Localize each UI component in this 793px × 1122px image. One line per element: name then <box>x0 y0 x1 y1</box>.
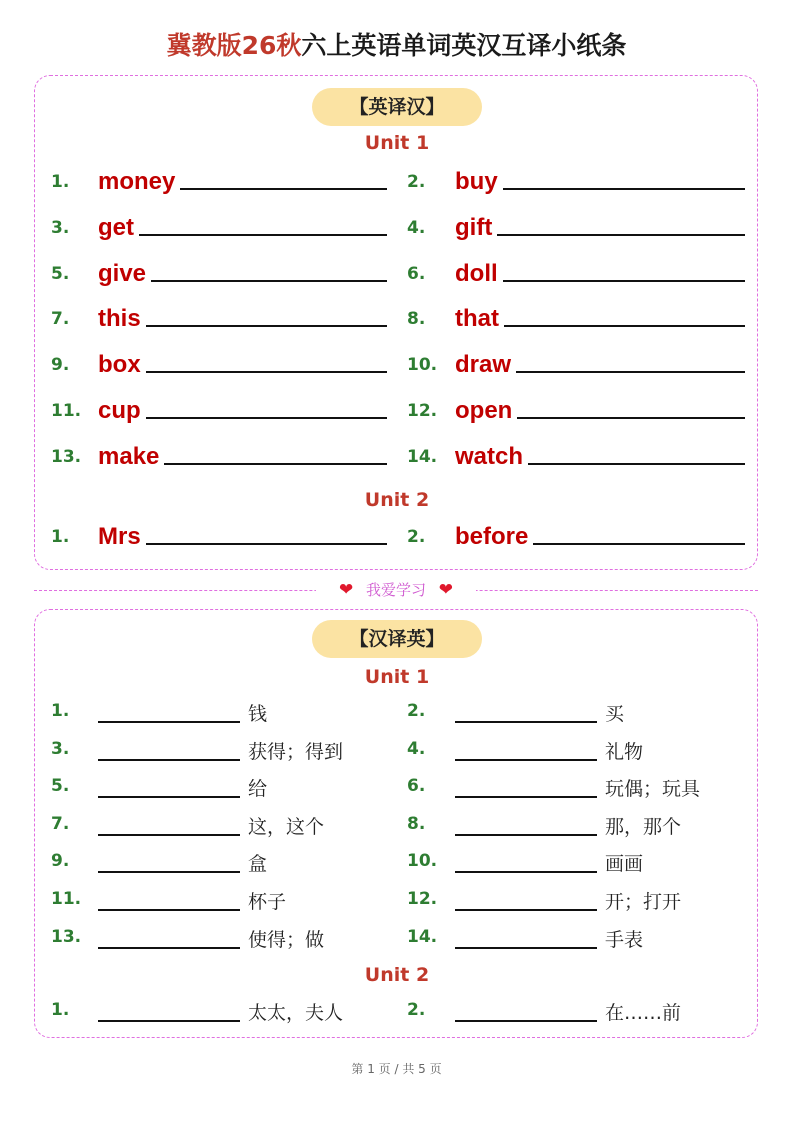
answer-blank[interactable] <box>98 796 240 798</box>
item-number: 14. <box>407 926 438 947</box>
answer-blank[interactable] <box>503 188 745 190</box>
english-word: make <box>98 442 160 470</box>
item-number: 9. <box>51 851 70 872</box>
title-highlight: 冀教版26秋 <box>166 31 302 60</box>
english-word: open <box>455 397 513 424</box>
chinese-meaning: 获得；得到 <box>248 740 344 763</box>
english-word: money <box>98 168 176 195</box>
answer-blank[interactable] <box>455 909 597 911</box>
chinese-meaning: 给 <box>248 778 268 801</box>
item-number: 4. <box>407 738 426 759</box>
page-footer: 第 1 页 / 共 5 页 <box>351 1062 442 1076</box>
english-word: Mrs <box>98 523 141 550</box>
item-number: 4. <box>407 217 426 238</box>
item-number: 1. <box>51 172 70 192</box>
item-number: 3. <box>51 217 70 238</box>
item-number: 9. <box>51 355 70 376</box>
answer-blank[interactable] <box>517 417 745 419</box>
item-number: 6. <box>407 776 426 797</box>
answer-blank[interactable] <box>528 463 745 465</box>
item-number: 7. <box>51 309 70 330</box>
answer-blank[interactable] <box>533 543 745 545</box>
answer-blank[interactable] <box>146 543 387 545</box>
english-word: give <box>98 259 147 287</box>
item-number: 7. <box>51 813 70 834</box>
en-to-cn-heading: 【英译汉】 <box>312 88 482 126</box>
answer-blank[interactable] <box>455 721 597 723</box>
answer-blank[interactable] <box>455 796 597 798</box>
item-number: 2. <box>407 527 426 547</box>
answer-blank[interactable] <box>164 463 387 465</box>
item-number: 1. <box>51 701 70 721</box>
chinese-meaning: 画画 <box>605 853 644 876</box>
item-number: 1. <box>51 1000 70 1020</box>
english-word: that <box>455 305 499 333</box>
answer-blank[interactable] <box>98 834 240 836</box>
chinese-meaning: 那，那个 <box>605 815 682 838</box>
chinese-meaning: 盒 <box>248 853 268 876</box>
en2cn-unit1-title: Unit 1 <box>364 132 430 154</box>
divider-label <box>316 578 476 602</box>
english-word: draw <box>455 351 512 379</box>
answer-blank[interactable] <box>139 234 387 236</box>
answer-blank[interactable] <box>146 417 387 419</box>
item-number: 1. <box>51 527 70 547</box>
item-number: 5. <box>51 263 70 284</box>
chinese-meaning: 礼物 <box>605 740 644 763</box>
item-number: 2. <box>407 701 426 721</box>
answer-blank[interactable] <box>455 834 597 836</box>
divider-text: 我爱学习 <box>365 581 426 599</box>
answer-blank[interactable] <box>504 325 745 327</box>
answer-blank[interactable] <box>503 280 745 282</box>
item-number: 8. <box>407 309 426 330</box>
chinese-meaning: 使得；做 <box>248 928 325 951</box>
item-number: 10. <box>407 355 438 376</box>
en-to-cn-section <box>34 75 758 570</box>
cn2en-unit1-title: Unit 1 <box>364 666 430 688</box>
answer-blank[interactable] <box>180 188 387 190</box>
chinese-meaning: 玩偶；玩具 <box>605 778 701 801</box>
item-number: 5. <box>51 776 70 797</box>
answer-blank[interactable] <box>98 947 240 949</box>
english-word: box <box>98 351 141 379</box>
english-word: get <box>98 213 134 241</box>
chinese-meaning: 这，这个 <box>248 815 325 838</box>
answer-blank[interactable] <box>455 871 597 873</box>
item-number: 11. <box>51 401 82 421</box>
answer-blank[interactable] <box>455 947 597 949</box>
answer-blank[interactable] <box>497 234 745 236</box>
answer-blank[interactable] <box>516 371 745 373</box>
item-number: 3. <box>51 738 70 759</box>
answer-blank[interactable] <box>146 371 387 373</box>
item-number: 12. <box>407 401 438 421</box>
item-number: 10. <box>407 851 438 872</box>
answer-blank[interactable] <box>455 759 597 761</box>
cn-to-en-section <box>34 609 758 1038</box>
english-word: watch <box>455 442 524 470</box>
answer-blank[interactable] <box>98 871 240 873</box>
page-title <box>0 28 793 64</box>
cn2en-unit2-title: Unit 2 <box>364 964 430 986</box>
item-number: 6. <box>407 263 426 284</box>
item-number: 14. <box>407 446 438 467</box>
answer-blank[interactable] <box>98 759 240 761</box>
heart-icon: ❤ <box>338 580 354 600</box>
item-number: 13. <box>51 926 82 947</box>
english-word: buy <box>455 168 498 195</box>
chinese-meaning: 钱 <box>248 703 268 725</box>
heart-icon: ❤ <box>438 580 454 600</box>
english-word: gift <box>455 213 493 241</box>
answer-blank[interactable] <box>455 1020 597 1022</box>
item-number: 8. <box>407 813 426 834</box>
item-number: 11. <box>51 889 82 909</box>
answer-blank[interactable] <box>151 280 387 282</box>
item-number: 2. <box>407 1000 426 1020</box>
item-number: 12. <box>407 889 438 909</box>
en2cn-unit2-title: Unit 2 <box>364 489 430 511</box>
chinese-meaning: 在……前 <box>605 1002 682 1024</box>
english-word: before <box>455 523 529 550</box>
answer-blank[interactable] <box>98 1020 240 1022</box>
chinese-meaning: 开；打开 <box>605 891 682 913</box>
answer-blank[interactable] <box>98 909 240 911</box>
title-rest: 六上英语单词英汉互译小纸条 <box>301 31 627 60</box>
cn-to-en-heading: 【汉译英】 <box>312 620 482 658</box>
item-number: 2. <box>407 172 426 192</box>
english-word: cup <box>98 397 141 424</box>
item-number: 13. <box>51 446 82 467</box>
english-word: doll <box>455 259 498 287</box>
english-word: this <box>98 305 141 333</box>
answer-blank[interactable] <box>98 721 240 723</box>
answer-blank[interactable] <box>146 325 387 327</box>
chinese-meaning: 买 <box>605 703 625 725</box>
chinese-meaning: 太太，夫人 <box>248 1002 344 1024</box>
chinese-meaning: 杯子 <box>248 891 287 913</box>
chinese-meaning: 手表 <box>605 928 644 951</box>
